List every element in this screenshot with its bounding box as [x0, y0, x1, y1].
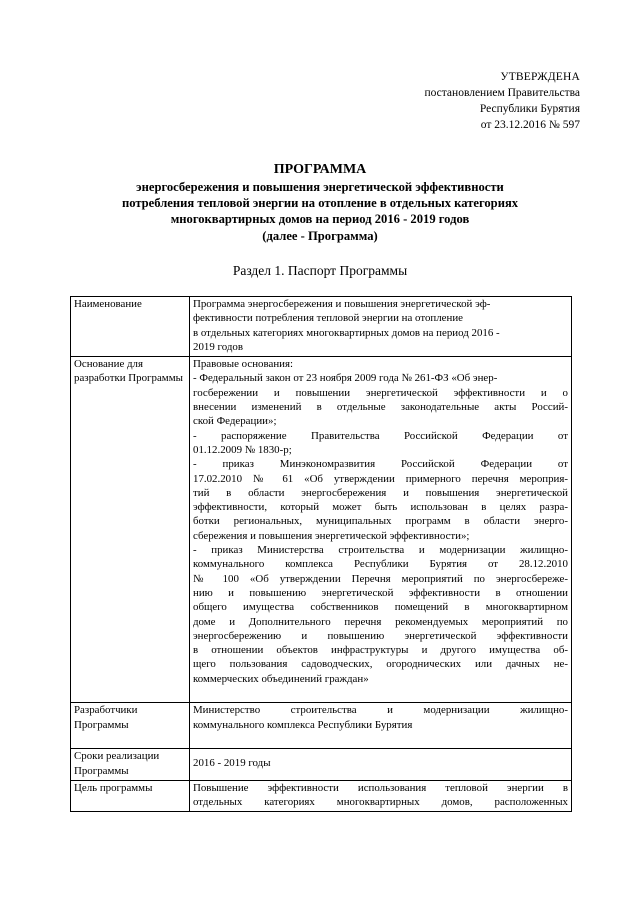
- value-line: тий в области энергосбережения и повышения энергетической: [193, 486, 568, 499]
- value-line: Повышение эффективности использования тепловой энергии в: [193, 781, 568, 794]
- value-line: - распоряжение Правительства Российской Федерации от: [193, 429, 568, 442]
- approval-block: [424, 69, 580, 133]
- value-line: - приказ Минэкономразвития Российской Федерации от: [193, 458, 568, 471]
- value-line: доме и Дополнительного перечня рекомендуемых мероприятий по: [193, 615, 568, 628]
- value-line: 17.02.2010 № 61 «Об утверждении примерного перечня мероприя-: [193, 472, 568, 485]
- row-value: [190, 780, 572, 812]
- value-line: в отдельных категориях многоквартирных домов на период 2016 -: [193, 326, 500, 339]
- value-line: фективности потребления тепловой энергии на отопление: [193, 312, 464, 325]
- value-line: внесении изменений в отдельные законодательные акты Россий-: [193, 401, 568, 414]
- title-program: ПРОГРАММА: [273, 162, 367, 177]
- row-value: [190, 357, 572, 703]
- value-line: энергосбережению и повышению энергетической эффективности: [193, 629, 568, 642]
- passport-table: [70, 296, 572, 812]
- approval-date-line: от 23.12.2016 № 597: [480, 119, 580, 131]
- value-line: коммерческих объединений граждан»: [193, 672, 369, 685]
- value-line: - Федеральный закон от 23 ноября 2009 года № 261-ФЗ «Об энер-: [193, 372, 498, 385]
- value-line: № 100 «Об утверждении Перечня мероприятий по энергосбереже-: [193, 572, 568, 585]
- title-line: многоквартирных домов на период 2016 - 2019 годов: [170, 212, 470, 227]
- value-line: эффективности, который может быть использован в целях разра-: [193, 501, 568, 514]
- value-line: нию и повышению энергетической эффективности в отношении: [193, 586, 568, 599]
- value-line: 2019 годов: [193, 340, 243, 353]
- table-row: [71, 357, 572, 703]
- value-line: ботки региональных, муниципальных программ в области энерго-: [193, 515, 568, 528]
- value-line: госбережении и повышении энергетической эффективности и о: [193, 386, 568, 399]
- value-line: Министерство строительства и модернизации жилищно-: [193, 704, 568, 717]
- row-value: [190, 297, 572, 357]
- value-line: коммунального комплекса Республики Бурятия: [193, 718, 413, 731]
- value-line: отдельных категориях многоквартирных домов, расположенных: [193, 796, 568, 809]
- value-line: ской Федерации»;: [193, 415, 277, 428]
- section-heading: Раздел 1. Паспорт Программы: [232, 263, 408, 278]
- title-line: (далее - Программа): [262, 228, 378, 243]
- row-label: Наименование: [71, 297, 190, 357]
- table-row: [71, 749, 572, 781]
- spacer-line: [193, 686, 568, 700]
- table-row: [71, 703, 572, 749]
- value-line: Программа энергосбережения и повышения энергетической эф-: [193, 298, 491, 310]
- approval-line: Республики Бурятия: [479, 103, 580, 115]
- value-line: в отношении объектов инфраструктуры и другого имущества об-: [193, 644, 568, 657]
- row-label: Разработчики Программы: [71, 703, 190, 749]
- value-line: - приказ Министерства строительства и модернизации жилищно-: [193, 544, 568, 557]
- value-line: 2016 - 2019 годы: [193, 757, 271, 770]
- row-label: Цель программы: [71, 780, 190, 812]
- value-line: щего пользования садоводческих, огороднических или дачных не-: [193, 658, 568, 671]
- title-line: энергосбережения и повышения энергетической эффективности: [136, 180, 504, 194]
- value-line: коммунального комплекса Республики Бурятия от 28.12.2010: [193, 558, 568, 571]
- value-line: 01.12.2009 № 1830-р;: [193, 443, 292, 456]
- spacer-line: [193, 732, 568, 746]
- document-title: [60, 161, 580, 244]
- value-line: сбережения и повышения энергетической эффективности»;: [193, 529, 470, 542]
- row-value: [190, 749, 572, 781]
- approval-heading: УТВЕРЖДЕНА: [500, 71, 580, 83]
- row-label: Сроки реализации Программы: [71, 749, 190, 781]
- value-line: общего имущества собственников помещений в многоквартирном: [193, 601, 568, 614]
- row-label: Основание для разработки Программы: [71, 357, 190, 703]
- value-line: Правовые основания:: [193, 358, 294, 371]
- table-row: [71, 297, 572, 357]
- approval-line: постановлением Правительства: [424, 87, 580, 99]
- title-line: потребления тепловой энергии на отопление в отдельных категориях: [121, 196, 519, 211]
- row-value: [190, 703, 572, 749]
- table-row: [71, 780, 572, 812]
